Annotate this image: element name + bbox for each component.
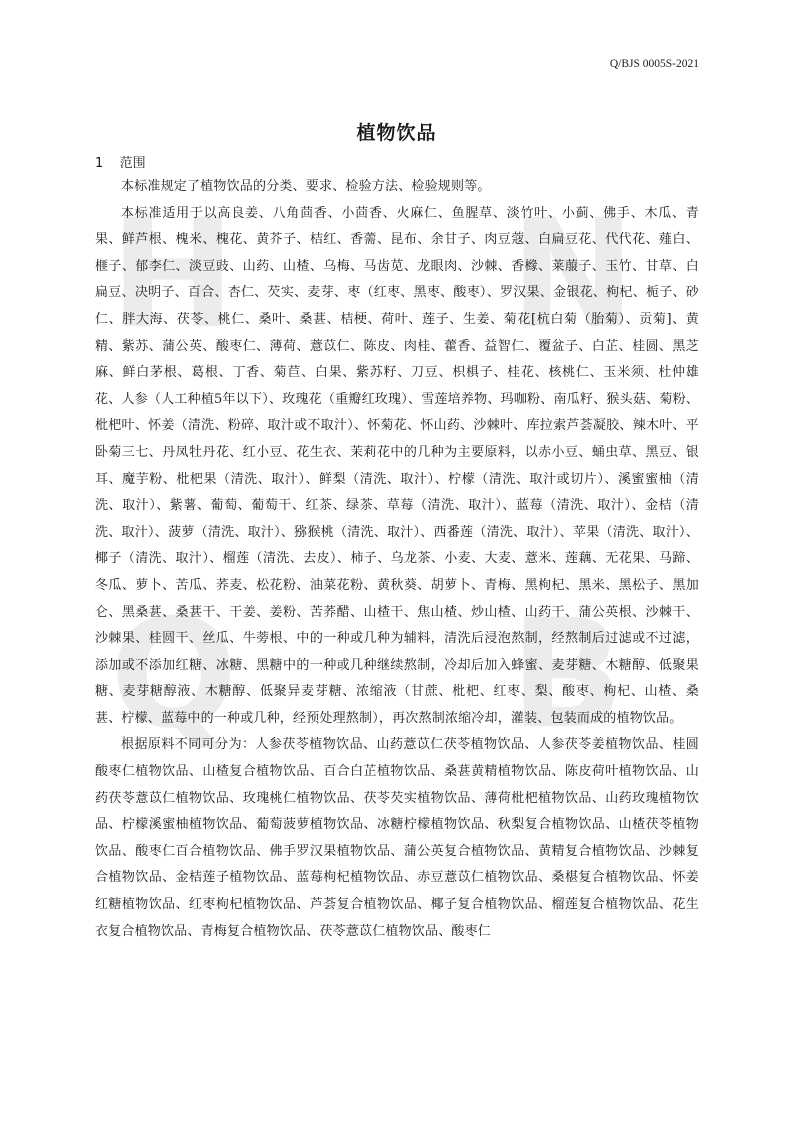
section-title: 范围 bbox=[119, 156, 146, 171]
paragraph-classification: 根据原料不同可分为：人参茯苓植物饮品、山药薏苡仁茯苓植物饮品、人参茯苓姜植物饮品、桂圆酸枣仁植物饮品、山楂复合植物饮品、百合白芷植物饮品、桑葚黄精植物饮品、陈皮荷叶植物饮品、山药茯苓薏苡仁植物饮品、玫瑰桃仁植物饮品、茯苓芡实植物饮品、薄荷枇杷植物饮品、山药玫瑰植物饮品、柠檬溪蜜柚植物饮品、葡萄菠萝植物饮品、冰糖柠檬植物饮品、秋梨复合植物饮品、山楂茯苓植物饮品、酸枣仁百合植物饮品、佛手罗汉果植物饮品、蒲公英复合植物饮品、黄精复合植物饮品、沙棘复合植物饮品、金桔莲子植物饮品、蓝莓枸杞植物饮品、赤豆薏苡仁植物饮品、桑椹复合植物饮品、怀姜红糖植物饮品、红枣枸杞植物饮品、芦荟复合植物饮品、椰子复合植物饮品、榴莲复合植物饮品、花生衣复合植物饮品、青梅复合植物饮品、茯苓薏苡仁植物饮品、酸枣仁 bbox=[95, 737, 699, 939]
section-number: 1 bbox=[95, 156, 104, 171]
section-heading bbox=[95, 152, 146, 171]
section-body bbox=[95, 174, 699, 945]
watermark-letter: Q bbox=[110, 588, 238, 762]
paragraph-intro: 本标准规定了植物饮品的分类、要求、检验方法、检验规则等。 bbox=[121, 179, 491, 194]
paragraph-scope: 本标准适用于以高良姜、八角茴香、小茴香、火麻仁、鱼腥草、淡竹叶、小蓟、佛手、木瓜、青果、鲜芦根、槐米、槐花、黄芥子、桔红、香薷、昆布、余甘子、肉豆蔻、白扁豆花、代代花、薤白、榧子、郁李仁、淡豆豉、山药、山楂、乌梅、马齿苋、龙眼肉、沙棘、香橼、莱菔子、玉竹、甘草、白扁豆、决明子、百合、杏仁、芡实、麦芽、枣（红枣、黑枣、酸枣）、罗汉果、金银花、枸杞、栀子、砂仁、胖大海、茯苓、桃仁、桑叶、桑葚、桔梗、荷叶、莲子、生姜、菊花[杭白菊（胎菊）、贡菊]、黄精、紫苏、蒲公英、酸枣仁、薄荷、薏苡仁、陈皮、肉桂、藿香、益智仁、覆盆子、白芷、桂圆、黑芝麻、鲜白茅根、葛根、丁香、菊苣、白果、紫苏籽、刀豆、枳椇子、桂花、核桃仁、玉米须、杜仲雄花、人参（人工种植5年以下）、玫瑰花（重瓣红玫瑰）、雪莲培养物、玛咖粉、南瓜籽、猴头菇、菊粉、枇杷叶、怀姜（清洗、粉碎、取汁或不取汁）、怀菊花、怀山药、沙棘叶、库拉索芦荟凝胶、辣木叶、平卧菊三七、丹凤牡丹花、红小豆、花生衣、茉莉花中的几种为主要原料，以赤小豆、蛹虫草、黑豆、银耳、魔芋粉、枇杷果（清洗、取汁）、鲜梨（清洗、取汁）、柠檬（清洗、取汁或切片）、溪蜜蜜柚（清洗、取汁）、紫薯、葡萄、葡萄干、红茶、绿茶、草莓（清洗、取汁）、蓝莓（清洗、取汁）、金桔（清洗、取汁）、菠萝（清洗、取汁）、猕猴桃（清洗、取汁）、西番莲（清洗、取汁）、苹果（清洗、取汁）、椰子（清洗、取汁）、榴莲（清洗、去皮）、柿子、乌龙茶、小麦、大麦、薏米、莲藕、无花果、马蹄、冬瓜、萝卜、苦瓜、荞麦、松花粉、油菜花粉、黄秋葵、胡萝卜、青梅、黑枸杞、黑米、黑松子、黑加仑、黑桑葚、桑葚干、干姜、姜粉、苦荞醋、山楂干、焦山楂、炒山楂、山药干、蒲公英根、沙棘干、沙棘果、桂圆干、丝瓜、牛蒡根、中的一种或几种为辅料，清洗后浸泡熬制，经熬制后过滤或不过滤，添加或不添加红糖、冰糖、黑糖中的一种或几种继续熬制，冷却后加入蜂蜜、麦芽糖、木糖醇、低聚果糖、麦芽糖醇液、木糖醇、低聚异麦芽糖、浓缩液（甘蔗、枇杷、红枣、梨、酸枣、枸杞、山楂、桑葚、柠檬、蓝莓中的一种或几种，经预处理熬制），再次熬制浓缩冷却，灌装、包装而成的植物饮品。 bbox=[95, 205, 699, 726]
standard-code: Q/BJS 0005S-2021 bbox=[609, 58, 699, 70]
watermark-letter: N bbox=[510, 188, 636, 362]
watermark-letter: H bbox=[110, 188, 236, 362]
watermark-letter: B bbox=[510, 588, 625, 762]
page-title: 植物饮品 bbox=[356, 122, 437, 144]
